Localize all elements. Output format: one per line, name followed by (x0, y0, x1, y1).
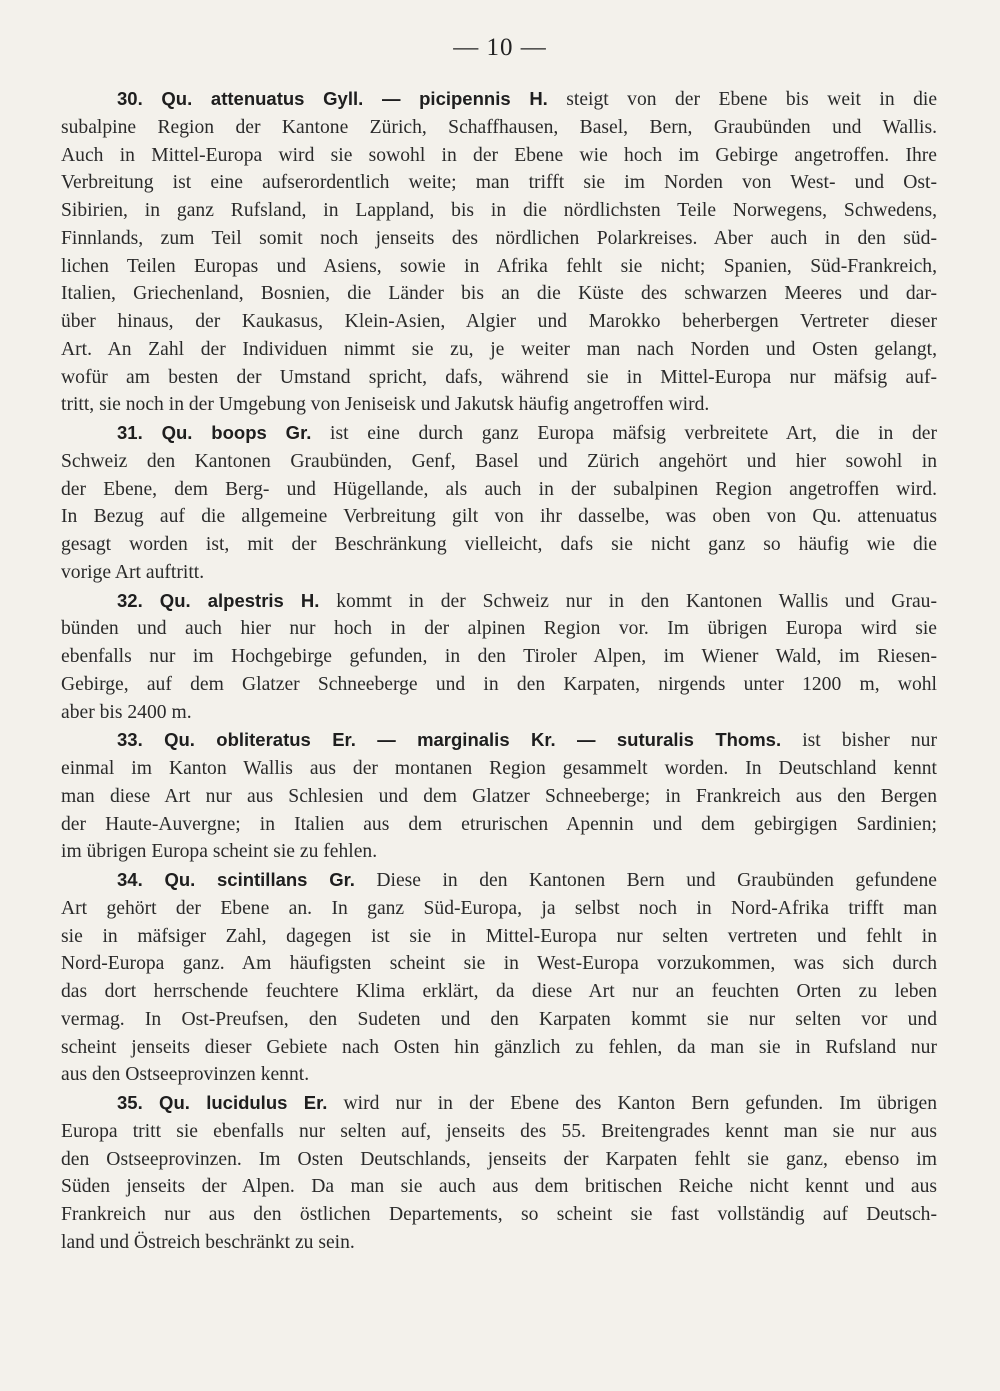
species-entry (61, 726, 937, 866)
species-heading: 31. Qu. boops Gr. (117, 422, 312, 443)
entry-first-line (61, 866, 937, 895)
entry-line (61, 923, 937, 951)
entry-line (61, 476, 937, 504)
entry-first-line (61, 85, 937, 114)
line-text: der Ebene, dem Berg- und Hügellande, als auch in der subalpinen Region angetroffen wird. (61, 478, 937, 500)
line-text: den Ostseeprovinzen. Im Osten Deutschlands, jenseits der Karpaten fehlt sie ganz, ebenso im (61, 1148, 937, 1170)
entry-line (61, 308, 937, 336)
line-text: man diese Art nur aus Schlesien und dem Glatzer Schneeberge; in Frankreich aus den Bergen (61, 785, 937, 807)
species-entry (61, 419, 937, 587)
entry-line (61, 225, 937, 253)
entry-line (61, 1006, 937, 1034)
line-text: Europa tritt sie ebenfalls nur selten auf, jenseits des 55. Breitengrades kennt man sie nur aus (61, 1120, 937, 1142)
line-text: über hinaus, der Kaukasus, Klein-Asien, Algier und Marokko beherbergen Vertreter dieser (61, 311, 937, 332)
entry-line (61, 895, 937, 923)
entry-line (61, 838, 937, 866)
line-text: Art gehört der Ebene an. In ganz Süd-Europa, ja selbst noch in Nord-Afrika trifft man (61, 897, 937, 919)
line-text: subalpine Region der Kantone Zürich, Schaffhausen, Basel, Bern, Graubünden und Wallis. (61, 116, 937, 138)
entry-line (61, 1173, 937, 1201)
entry-first-line (61, 419, 937, 448)
line-text: Schweiz den Kantonen Graubünden, Genf, Basel und Zürich angehört und hier sowohl in (61, 450, 937, 472)
entry-line (61, 615, 937, 643)
species-heading: 30. Qu. attenuatus Gyll. — picipennis H. (117, 88, 548, 109)
line-text: vermag. In Ost-Preufsen, den Sudeten und den Karpaten kommt sie nur selten vor und (61, 1008, 937, 1030)
entry-line (61, 699, 937, 727)
species-heading: 34. Qu. scintillans Gr. (117, 869, 355, 890)
entry-line (61, 280, 937, 308)
line-text: aus den Ostseeprovinzen kennt. (61, 1064, 310, 1086)
species-entry (61, 587, 937, 727)
line-text: In Bezug auf die allgemeine Verbreitung gilt von ihr dasselbe, was oben von Qu. attenuatus (61, 506, 937, 528)
page-number: — 10 — (453, 34, 547, 61)
species-entry (61, 866, 937, 1089)
species-heading: 33. Qu. obliteratus Er. — marginalis Kr. — suturalis Thoms. (117, 729, 782, 751)
line-text: scheint jenseits dieser Gebiete nach Osten hin gänzlich zu fehlen, da man sie in Rufsland nur (61, 1036, 937, 1058)
line-text: Finnlands, zum Teil somit noch jenseits des nördlichen Polarkreises. Aber auch in den süd- (61, 227, 937, 249)
line-text: steigt von der Ebene bis weit in die (547, 89, 938, 110)
line-text: ist bisher nur (781, 730, 937, 752)
species-heading: 35. Qu. lucidulus Er. (117, 1092, 328, 1113)
line-text: Diese in den Kantonen Bern und Graubünden gefundene (354, 870, 937, 891)
line-text: das dort herrschende feuchtere Klima erklärt, da diese Art nur an feuchten Orten zu leben (61, 981, 937, 1002)
entry-line (61, 1201, 937, 1229)
line-text: aber bis 2400 m. (61, 701, 192, 723)
line-text: sie in mäfsiger Zahl, dagegen ist sie in Mittel-Europa nur selten vertreten und fehlt in (61, 925, 937, 947)
line-text: der Haute-Auvergne; in Italien aus dem etrurischen Apennin und dem gebirgigen Sardinien; (61, 813, 937, 835)
entry-line (61, 950, 937, 978)
entry-first-line (61, 726, 937, 755)
entry-first-line (61, 587, 937, 616)
line-text: Frankreich nur aus den östlichen Departements, so scheint sie fast vollständig auf Deutsch- (61, 1204, 937, 1225)
line-text: kommt in der Schweiz nur in den Kantonen Wallis und Grau- (319, 590, 937, 612)
line-text: Gebirge, auf dem Glatzer Schneeberge und in den Karpaten, nirgends unter 1200 m, wohl (61, 673, 937, 695)
line-text: Sibirien, in ganz Rufsland, in Lappland, bis in die nördlichsten Teile Norwegens, Schwedens, (61, 200, 937, 221)
line-text: wird nur in der Ebene des Kanton Bern gefunden. Im übrigen (327, 1093, 937, 1114)
entry-line (61, 559, 937, 587)
entry-line (61, 169, 937, 197)
line-text: einmal im Kanton Wallis aus der montanen Region gesammelt worden. In Deutschland kennt (61, 758, 937, 779)
line-text: Auch in Mittel-Europa wird sie sowohl in der Ebene wie hoch im Gebirge angetroffen. Ihre (61, 144, 937, 166)
line-text: tritt, sie noch in der Umgebung von Jeniseisk und Jakutsk häufig angetroffen wird. (61, 394, 710, 416)
line-text: land und Östreich beschränkt zu sein. (61, 1231, 355, 1253)
line-text: Verbreitung ist eine aufserordentlich weite; man trifft sie im Norden von West- und Ost- (61, 172, 937, 194)
line-text: im übrigen Europa scheint sie zu fehlen. (61, 841, 378, 863)
document-body (61, 85, 937, 1257)
line-text: vorige Art auftritt. (61, 561, 205, 583)
line-text: ist eine durch ganz Europa mäfsig verbreitete Art, die in der (311, 423, 938, 444)
entry-line (61, 1229, 937, 1257)
entry-line (61, 336, 937, 364)
line-text: gesagt worden ist, mit der Beschränkung vielleicht, dafs sie nicht ganz so häufig wie die (61, 534, 937, 555)
species-heading: 32. Qu. alpestris H. (117, 589, 320, 611)
entry-line (61, 197, 937, 225)
entry-line (61, 783, 937, 811)
entry-line (61, 671, 937, 699)
species-entry (61, 85, 937, 419)
entry-first-line (61, 1089, 937, 1118)
entry-line (61, 978, 937, 1006)
entry-line (61, 755, 937, 783)
entry-line (61, 391, 937, 419)
entry-line (61, 364, 937, 392)
entry-line (61, 503, 937, 531)
entry-line (61, 1061, 937, 1089)
entry-line (61, 1146, 937, 1174)
line-text: Süden jenseits der Alpen. Da man sie auch aus dem britischen Reiche nicht kennt und aus (61, 1176, 937, 1198)
entry-line (61, 531, 937, 559)
entry-line (61, 811, 937, 839)
entry-line (61, 114, 937, 142)
entry-line (61, 142, 937, 170)
line-text: ebenfalls nur im Hochgebirge gefunden, in den Tiroler Alpen, im Wiener Wald, im Riesen- (61, 646, 937, 667)
line-text: Art. An Zahl der Individuen nimmt sie zu, je weiter man nach Norden und Osten gelangt, (61, 338, 937, 360)
line-text: Nord-Europa ganz. Am häufigsten scheint sie in West-Europa vorzukommen, was sich durch (61, 953, 937, 975)
line-text: wofür am besten der Umstand spricht, dafs, während sie in Mittel-Europa nur mäfsig auf- (61, 366, 937, 388)
line-text: Italien, Griechenland, Bosnien, die Länder bis an die Küste des schwarzen Meeres und dar- (61, 283, 937, 305)
line-text: lichen Teilen Europas und Asiens, sowie in Afrika fehlt sie nicht; Spanien, Süd-Frankreich, (61, 255, 937, 277)
entry-line (61, 1034, 937, 1062)
line-text: bünden und auch hier nur hoch in der alpinen Region vor. Im übrigen Europa wird sie (61, 618, 937, 640)
entry-line (61, 643, 937, 671)
entry-line (61, 1118, 937, 1146)
entry-line (61, 253, 937, 281)
species-entry (61, 1089, 937, 1257)
entry-line (61, 448, 937, 476)
